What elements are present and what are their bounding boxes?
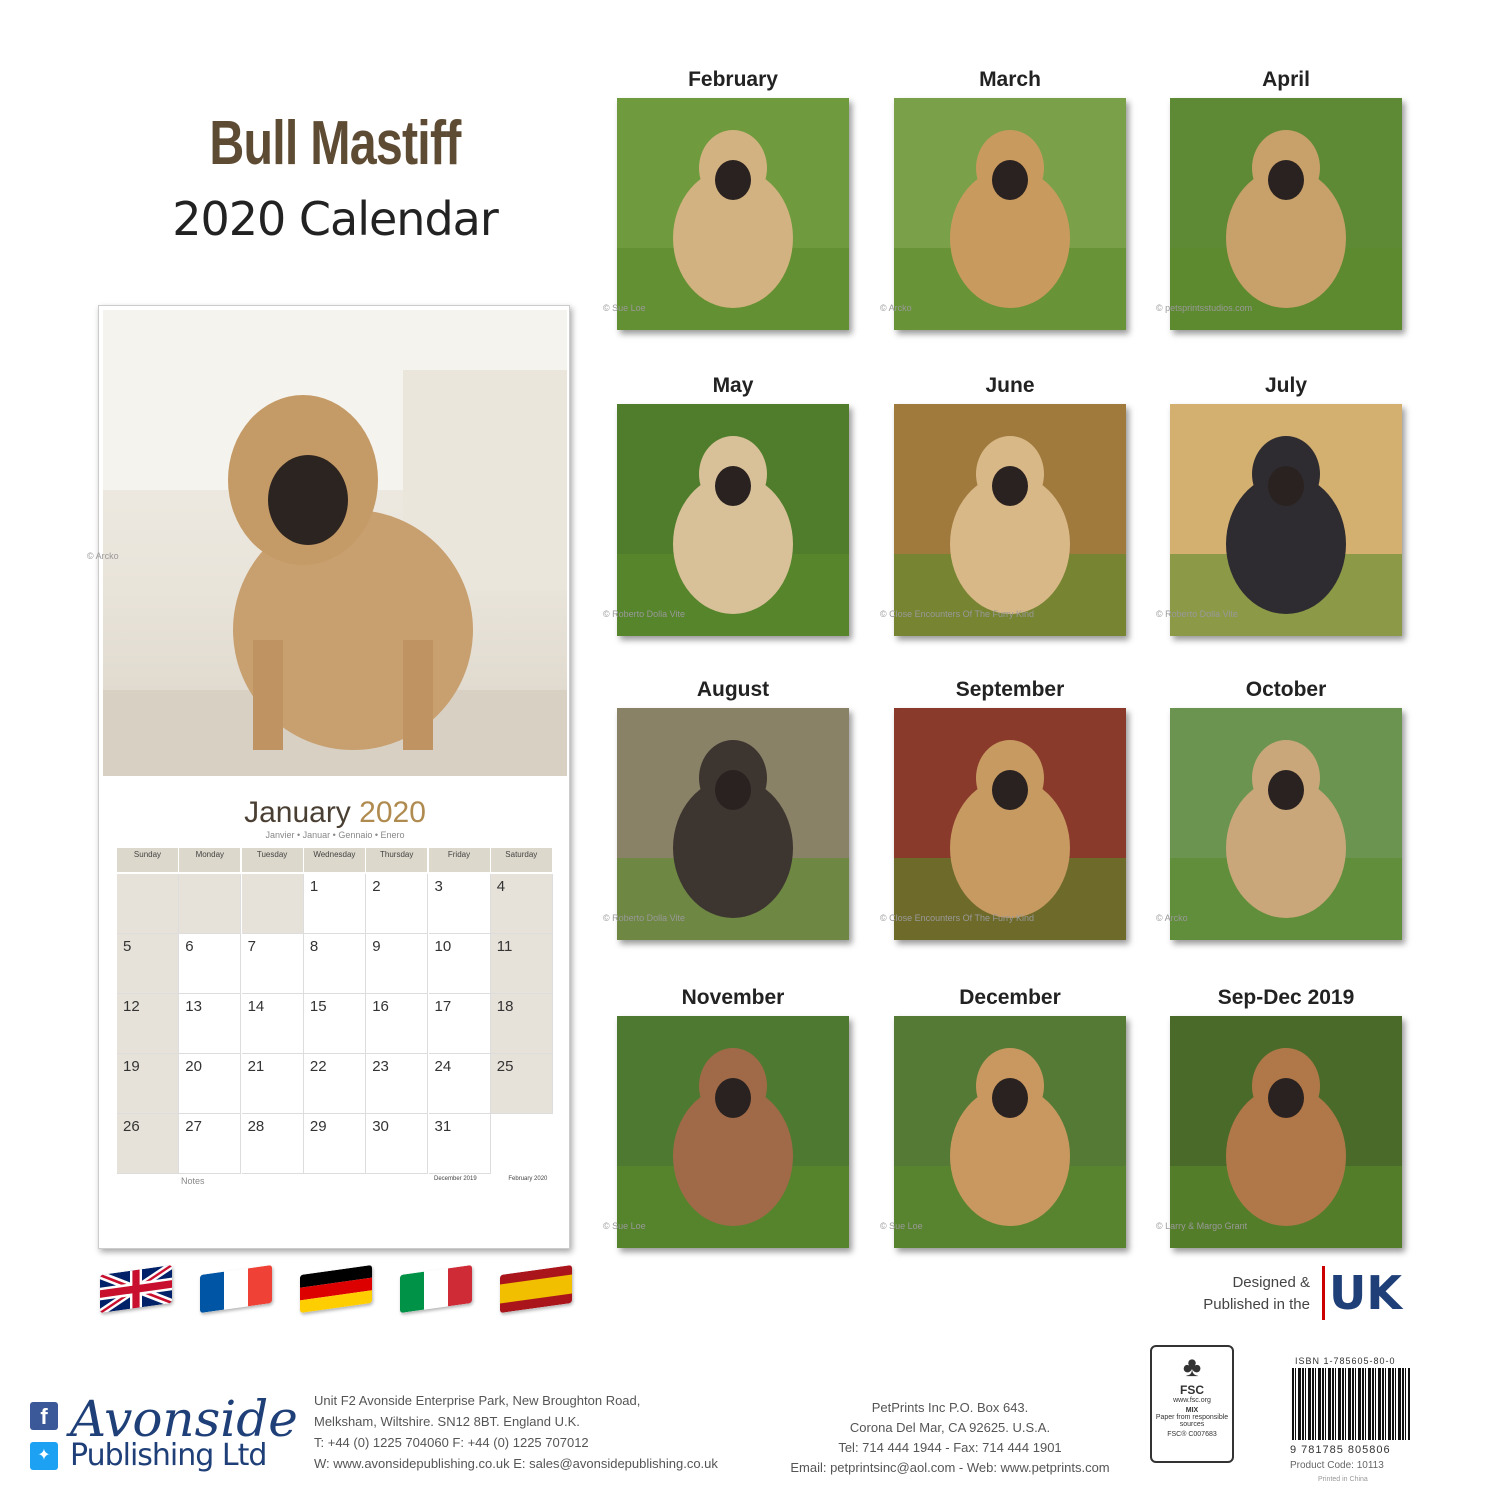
day-cell: 23 bbox=[366, 1054, 428, 1114]
day-cell: 7 bbox=[242, 934, 304, 994]
month-label: October bbox=[1245, 678, 1327, 701]
month-photo bbox=[617, 404, 849, 636]
day-cell: 21 bbox=[242, 1054, 304, 1114]
publisher-address: Unit F2 Avonside Enterprise Park, New Broughton Road, Melksham, Wiltshire. SN12 8BT. England U.K. T: +44 (0) 1225 704060 F: +44 (0) 1225 707012 W: www.avonsidepublishing.co.uk E: sales@avonsidepublishing.co.uk bbox=[314, 1393, 718, 1471]
day-cell: 30 bbox=[366, 1114, 428, 1174]
barcode-digits: 9 781785 805806 bbox=[1290, 1444, 1391, 1456]
tree-icon: ♣ bbox=[1182, 1351, 1202, 1382]
month-label: December bbox=[959, 986, 1061, 1009]
month-photo bbox=[894, 1016, 1126, 1248]
photo-credit: © Sue Loe bbox=[603, 303, 646, 313]
month-label: August bbox=[696, 678, 770, 701]
day-cell bbox=[117, 874, 179, 934]
month-photo bbox=[1170, 708, 1402, 940]
day-cell: 18 bbox=[491, 994, 553, 1054]
month-label: March bbox=[979, 68, 1041, 91]
month-name: January bbox=[244, 796, 351, 829]
month-photo bbox=[1170, 98, 1402, 330]
january-page-preview bbox=[87, 305, 570, 1249]
month-label: April bbox=[1262, 68, 1310, 91]
calendar-title: Bull Mastiff bbox=[209, 109, 461, 178]
photo-credit: © petsprintsstudios.com bbox=[1156, 303, 1253, 313]
day-cell: 14 bbox=[242, 994, 304, 1054]
day-cell: 12 bbox=[117, 994, 179, 1054]
uk-logo: UK bbox=[1322, 1266, 1402, 1320]
day-cell: 11 bbox=[491, 934, 553, 994]
notes-label: Notes bbox=[181, 1176, 205, 1186]
month-photo bbox=[894, 98, 1126, 330]
month-photo bbox=[894, 404, 1126, 636]
weekday-header: Saturday bbox=[491, 848, 553, 872]
photo-credit: © Sue Loe bbox=[603, 1221, 646, 1231]
isbn-label: ISBN 1-785605-80-0 bbox=[1295, 1356, 1396, 1366]
january-photo-credit: © Arcko bbox=[87, 551, 119, 561]
day-cell: 24 bbox=[429, 1054, 491, 1114]
day-cell: 3 bbox=[429, 874, 491, 934]
product-code: Product Code: 10113 bbox=[1290, 1460, 1384, 1471]
day-cell: 22 bbox=[304, 1054, 366, 1114]
january-photo bbox=[103, 310, 567, 776]
weekday-header: Tuesday bbox=[242, 848, 304, 872]
weekday-header: Monday bbox=[179, 848, 241, 872]
day-cell: 19 bbox=[117, 1054, 179, 1114]
day-cell: 5 bbox=[117, 934, 179, 994]
day-cell: 15 bbox=[304, 994, 366, 1054]
day-cell: 6 bbox=[179, 934, 241, 994]
month-label: June bbox=[985, 374, 1035, 397]
photo-credit: © Sue Loe bbox=[880, 1221, 923, 1231]
month-photo bbox=[1170, 404, 1402, 636]
day-cell: 13 bbox=[179, 994, 241, 1054]
weekday-header: Sunday bbox=[117, 848, 179, 872]
month-label: September bbox=[955, 678, 1065, 701]
day-cell: 25 bbox=[491, 1054, 553, 1114]
fsc-logo: ♣ FSC www.fsc.org MIX Paper from responsible sources FSC® C007683 bbox=[1150, 1345, 1234, 1463]
day-cell: 26 bbox=[117, 1114, 179, 1174]
month-photo bbox=[617, 98, 849, 330]
day-cell: 17 bbox=[429, 994, 491, 1054]
mini-next-month: February 2020 bbox=[508, 1176, 548, 1182]
photo-credit: © Close Encounters Of The Furry Kind bbox=[880, 609, 1035, 619]
spain-flag-icon bbox=[500, 1265, 572, 1313]
weekday-header: Wednesday bbox=[304, 848, 366, 872]
day-cell: 31 bbox=[429, 1114, 491, 1174]
barcode bbox=[1292, 1368, 1410, 1440]
month-photo bbox=[617, 708, 849, 940]
month-photo bbox=[1170, 1016, 1402, 1248]
photo-credit: © Arcko bbox=[1156, 913, 1188, 923]
january-month-heading bbox=[99, 796, 571, 830]
germany-flag-icon bbox=[300, 1265, 372, 1313]
photo-credit: © Roberto Dolla Vite bbox=[603, 913, 686, 923]
day-cell: 28 bbox=[242, 1114, 304, 1174]
month-label: Sep-Dec 2019 bbox=[1217, 986, 1355, 1009]
day-cell: 8 bbox=[304, 934, 366, 994]
day-cell: 4 bbox=[491, 874, 553, 934]
photo-credit: © Larry & Margo Grant bbox=[1156, 1221, 1248, 1231]
month-translations: Janvier • Januar • Gennaio • Enero bbox=[265, 830, 405, 840]
day-cell bbox=[179, 874, 241, 934]
photo-credit: © Roberto Dolla Vite bbox=[603, 609, 686, 619]
petprints-address: PetPrints Inc P.O. Box 643. Corona Del Mar, CA 92625. U.S.A. Tel: 714 444 1944 - Fax: 714 444 1901 Email: petprintsinc@aol.com - Web: www.petprints.com bbox=[790, 1400, 1110, 1475]
day-cell: 20 bbox=[179, 1054, 241, 1114]
photo-credit: © Arcko bbox=[880, 303, 912, 313]
photo-credit: © Close Encounters Of The Furry Kind bbox=[880, 913, 1035, 923]
day-cell: 10 bbox=[429, 934, 491, 994]
weekday-header: Thursday bbox=[366, 848, 428, 872]
mini-calendars bbox=[434, 1176, 547, 1182]
month-photo bbox=[894, 708, 1126, 940]
publisher-name: Publishing Ltd bbox=[70, 1438, 267, 1473]
month-label: May bbox=[712, 374, 754, 397]
photo-credit: © Roberto Dolla Vite bbox=[1156, 609, 1239, 619]
day-cell: 9 bbox=[366, 934, 428, 994]
publisher-brand: Avonside bbox=[70, 1390, 298, 1448]
day-cell: 2 bbox=[366, 874, 428, 934]
uk-flag-icon bbox=[100, 1265, 172, 1313]
printed-in: Printed in China bbox=[1318, 1476, 1368, 1483]
twitter-icon[interactable]: ✦ bbox=[30, 1442, 58, 1470]
mini-prev-month: December 2019 bbox=[434, 1176, 477, 1182]
day-cell: 27 bbox=[179, 1114, 241, 1174]
month-photo bbox=[617, 1016, 849, 1248]
weekday-header: Friday bbox=[429, 848, 491, 872]
month-year: 2020 bbox=[359, 796, 426, 829]
day-cell bbox=[242, 874, 304, 934]
day-cell: 1 bbox=[304, 874, 366, 934]
month-label: February bbox=[688, 68, 778, 91]
day-cell: 29 bbox=[304, 1114, 366, 1174]
facebook-icon[interactable]: f bbox=[30, 1402, 58, 1430]
day-cell: 16 bbox=[366, 994, 428, 1054]
month-label: July bbox=[1264, 374, 1308, 397]
calendar-subtitle: 2020 Calendar bbox=[172, 192, 498, 246]
italy-flag-icon bbox=[400, 1265, 472, 1313]
month-label: November bbox=[681, 986, 785, 1009]
france-flag-icon bbox=[200, 1265, 272, 1313]
designed-in-uk-label: Designed & Published in the bbox=[1203, 1274, 1310, 1313]
